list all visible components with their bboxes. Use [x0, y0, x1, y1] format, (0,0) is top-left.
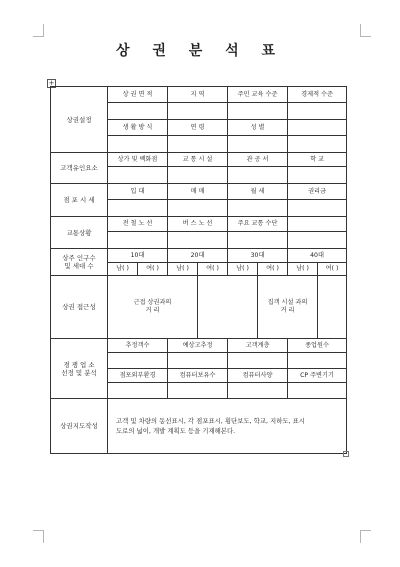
- competition-value-sales[interactable]: [168, 353, 228, 369]
- approach-attraction-label-2: 거 리: [280, 307, 295, 314]
- traffic-label-subway: 전 철 노 선: [108, 217, 168, 232]
- map-instructions[interactable]: [108, 399, 347, 454]
- market-analysis-table: [50, 86, 347, 454]
- area-label-size: 상 권 면 적: [108, 87, 168, 103]
- customer-label-mall: 상가 및 백화점: [108, 153, 168, 167]
- document-title: 상 권 분 석 표: [115, 43, 285, 59]
- store-value-rent[interactable]: [228, 200, 288, 217]
- gender-male-10s[interactable]: 남( ): [108, 263, 138, 276]
- competition-label-line1: 경 쟁 업 소: [63, 360, 95, 369]
- gender-male-20s[interactable]: 남( ): [168, 263, 198, 276]
- competition-value-pc-spec[interactable]: [228, 383, 288, 399]
- competition-value-staff[interactable]: [288, 353, 347, 369]
- crop-mark-top-right: [360, 24, 371, 37]
- section-store: 점 포 시 세: [51, 184, 108, 217]
- age-group-30s: 30대: [228, 249, 288, 263]
- approach-attraction[interactable]: [258, 276, 318, 339]
- area-value-economy[interactable]: [288, 103, 347, 120]
- age-group-40s: 40대: [288, 249, 347, 263]
- area-label-age: 연 령: [168, 120, 228, 136]
- traffic-label-main: 주요 교통 수단: [228, 217, 288, 232]
- competition-label-staff: 종업원수: [288, 339, 347, 353]
- store-value-sale[interactable]: [168, 200, 228, 217]
- store-value-lease[interactable]: [108, 200, 168, 217]
- area-value-region[interactable]: [168, 103, 228, 120]
- crop-mark-bottom-left: [33, 530, 44, 543]
- competition-label-customers: 고객계층: [228, 339, 288, 353]
- table-anchor-icon[interactable]: +: [48, 79, 55, 87]
- crop-mark-bottom-right: [360, 530, 371, 543]
- competition-value-pc-count[interactable]: [168, 383, 228, 399]
- area-value-education[interactable]: [228, 103, 288, 120]
- area-label-region: 지 역: [168, 87, 228, 103]
- area-label-education: 주민 교육 수준: [228, 87, 288, 103]
- section-customer: 고객유인요소: [51, 153, 108, 184]
- area-value-size[interactable]: [108, 103, 168, 120]
- area-label-lifestyle: 생 활 방 식: [108, 120, 168, 136]
- approach-attraction-value[interactable]: [318, 276, 347, 339]
- customer-label-transit: 교 통 시 설: [168, 153, 228, 167]
- gender-male-40s[interactable]: 남( ): [288, 263, 318, 276]
- gender-female-20s[interactable]: 여( ): [198, 263, 228, 276]
- store-label-rent: 월 세: [228, 184, 288, 200]
- map-instructions-line1: 고객 및 차량의 동선표시, 각 점포표시, 횡단보도, 학교, 지하도, 표시: [116, 417, 305, 425]
- traffic-value-subway[interactable]: [108, 232, 168, 249]
- competition-label-pc-count: 컴퓨터보유수: [168, 369, 228, 383]
- customer-value-mall[interactable]: [108, 167, 168, 184]
- traffic-value-bus[interactable]: [168, 232, 228, 249]
- section-map: 상권지도작성: [51, 399, 108, 454]
- section-approach: 상권 접근성: [51, 276, 108, 339]
- section-area: 상권설정: [51, 87, 108, 153]
- store-value-premium[interactable]: [288, 200, 347, 217]
- competition-value-peripherals[interactable]: [288, 383, 347, 399]
- approach-nearby-label-2: 거 리: [145, 307, 160, 314]
- area-label-economy: 경제적 수준: [288, 87, 347, 103]
- traffic-value-blank[interactable]: [288, 232, 347, 249]
- approach-nearby-label: 근접 상권과의: [133, 299, 172, 306]
- competition-label-visitors: 추정객수: [108, 339, 168, 353]
- area-label-gender: 성 별: [228, 120, 288, 136]
- population-label-line1: 상주 인구수: [62, 254, 96, 262]
- section-competition: [51, 339, 108, 399]
- approach-nearby-market[interactable]: [108, 276, 198, 339]
- age-group-20s: 20대: [168, 249, 228, 263]
- approach-nearby-value[interactable]: [198, 276, 258, 339]
- competition-label-environment: 점포외부환경: [108, 369, 168, 383]
- competition-value-visitors[interactable]: [108, 353, 168, 369]
- customer-value-office[interactable]: [228, 167, 288, 184]
- store-label-sale: 매 매: [168, 184, 228, 200]
- competition-value-environment[interactable]: [108, 383, 168, 399]
- area-value-gender[interactable]: [228, 136, 288, 153]
- gender-female-30s[interactable]: 여( ): [258, 263, 288, 276]
- competition-label-sales: 예상고추정: [168, 339, 228, 353]
- area-value-lifestyle[interactable]: [108, 136, 168, 153]
- gender-male-30s[interactable]: 남( ): [228, 263, 258, 276]
- competition-value-customers[interactable]: [228, 353, 288, 369]
- competition-label-peripherals: CP 주변기기: [288, 369, 347, 383]
- traffic-value-main[interactable]: [228, 232, 288, 249]
- customer-label-school: 학 교: [288, 153, 347, 167]
- area-label-blank: [288, 120, 347, 136]
- customer-label-office: 관 공 서: [228, 153, 288, 167]
- store-label-lease: 입 대: [108, 184, 168, 200]
- section-population: [51, 249, 108, 276]
- customer-value-transit[interactable]: [168, 167, 228, 184]
- competition-label-pc-spec: 컴퓨터사양: [228, 369, 288, 383]
- competition-label-line2: 선정 및 분석: [61, 368, 97, 377]
- traffic-label-bus: 버 스 노 선: [168, 217, 228, 232]
- table-end-marker: [343, 451, 349, 457]
- gender-female-40s[interactable]: 여( ): [318, 263, 347, 276]
- crop-mark-top-left: [33, 24, 44, 37]
- gender-female-10s[interactable]: 여( ): [138, 263, 168, 276]
- store-label-premium: 권리금: [288, 184, 347, 200]
- approach-attraction-label: 집객 시설 과의: [267, 299, 308, 306]
- traffic-label-blank: [288, 217, 347, 232]
- customer-value-school[interactable]: [288, 167, 347, 184]
- population-label-line2: 및 세대 수: [64, 262, 94, 270]
- age-group-10s: 10대: [108, 249, 168, 263]
- area-value-age[interactable]: [168, 136, 228, 153]
- map-instructions-line2: 도로의 넓이, 개발 계획도 등을 기재해본다.: [116, 427, 236, 435]
- section-traffic: 교통상황: [51, 217, 108, 249]
- area-value-blank[interactable]: [288, 136, 347, 153]
